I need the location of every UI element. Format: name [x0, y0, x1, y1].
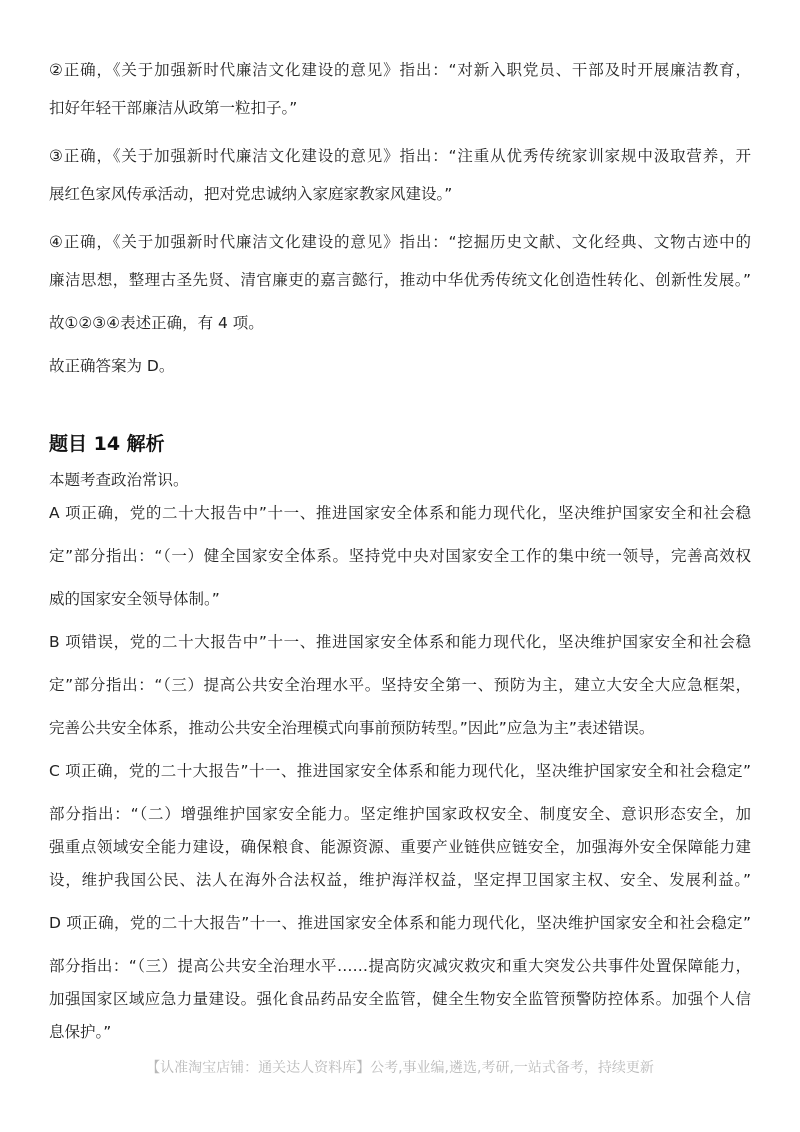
paragraph-line: ④正确，《关于加强新时代廉洁文化建设的意见》指出：“挖掘历史文献、文化经典、文物古迹中的 — [49, 233, 751, 251]
paragraph-line: 强重点领域安全能力建设，确保粮食、能源资源、重要产业链供应链安全，加强海外安全保障能力建 — [49, 838, 751, 856]
footer-watermark: 【认准淘宝店铺：通关达人资料库】公考,事业编,遴选,考研,一站式备考，持续更新 — [146, 1060, 654, 1076]
paragraph-line: 扣好年轻干部廉洁从政第一粒扣子。” — [49, 99, 298, 117]
paragraph-line: 加强国家区域应急力量建设。强化食品药品安全监管，健全生物安全监管预警防控体系。加强个人信 — [49, 990, 751, 1008]
paragraph-line: 息保护。” — [49, 1023, 112, 1041]
paragraph-line: 设，维护我国公民、法人在海外合法权益，维护海洋权益，坚定捍卫国家主权、安全、发展利益。” — [49, 871, 751, 889]
paragraph-line: C 项正确，党的二十大报告”十一、推进国家安全体系和能力现代化，坚决维护国家安全和社会稳定” — [49, 762, 751, 780]
paragraph-line: ②正确，《关于加强新时代廉洁文化建设的意见》指出：“对新入职党员、干部及时开展廉洁教育， — [49, 61, 751, 79]
paragraph-line: 定”部分指出：“（三）提高公共安全治理水平。坚持安全第一、预防为主，建立大安全大应急框架， — [49, 676, 751, 694]
paragraph-line: D 项正确，党的二十大报告”十一、推进国家安全体系和能力现代化，坚决维护国家安全和社会稳定” — [49, 914, 751, 932]
paragraph-line: 展红色家风传承活动，把对党忠诚纳入家庭家教家风建设。” — [49, 185, 453, 203]
paragraph-line: 廉洁思想，整理古圣先贤、清官廉吏的嘉言懿行，推动中华优秀传统文化创造性转化、创新性发展。” — [49, 271, 751, 289]
paragraph-line: 定”部分指出：“（一）健全国家安全体系。坚持党中央对国家安全工作的集中统一领导，完善高效权 — [49, 547, 751, 565]
paragraph-line: 故①②③④表述正确，有 4 项。 — [49, 314, 264, 332]
paragraph-line: ③正确，《关于加强新时代廉洁文化建设的意见》指出：“注重从优秀传统家训家规中汲取营养，开 — [49, 147, 751, 165]
paragraph-line: 部分指出：“（三）提高公共安全治理水平……提高防灾减灾救灾和重大突发公共事件处置保障能力， — [49, 957, 751, 975]
paragraph-line: 完善公共安全体系，推动公共安全治理模式向事前预防转型。”因此”应急为主”表述错误。 — [49, 719, 655, 737]
paragraph-line: 威的国家安全领导体制。” — [49, 590, 220, 608]
section-heading: 题目 14 解析 — [49, 433, 165, 455]
paragraph-line: 故正确答案为 D。 — [49, 357, 175, 375]
paragraph-line: A 项正确，党的二十大报告中”十一、推进国家安全体系和能力现代化，坚决维护国家安全和社会稳 — [49, 504, 751, 522]
paragraph-line: B 项错误，党的二十大报告中”十一、推进国家安全体系和能力现代化，坚决维护国家安全和社会稳 — [49, 633, 751, 651]
paragraph-line: 本题考查政治常识。 — [49, 471, 189, 489]
paragraph-line: 部分指出：“（二）增强维护国家安全能力。坚定维护国家政权安全、制度安全、意识形态安全，加 — [49, 805, 751, 823]
